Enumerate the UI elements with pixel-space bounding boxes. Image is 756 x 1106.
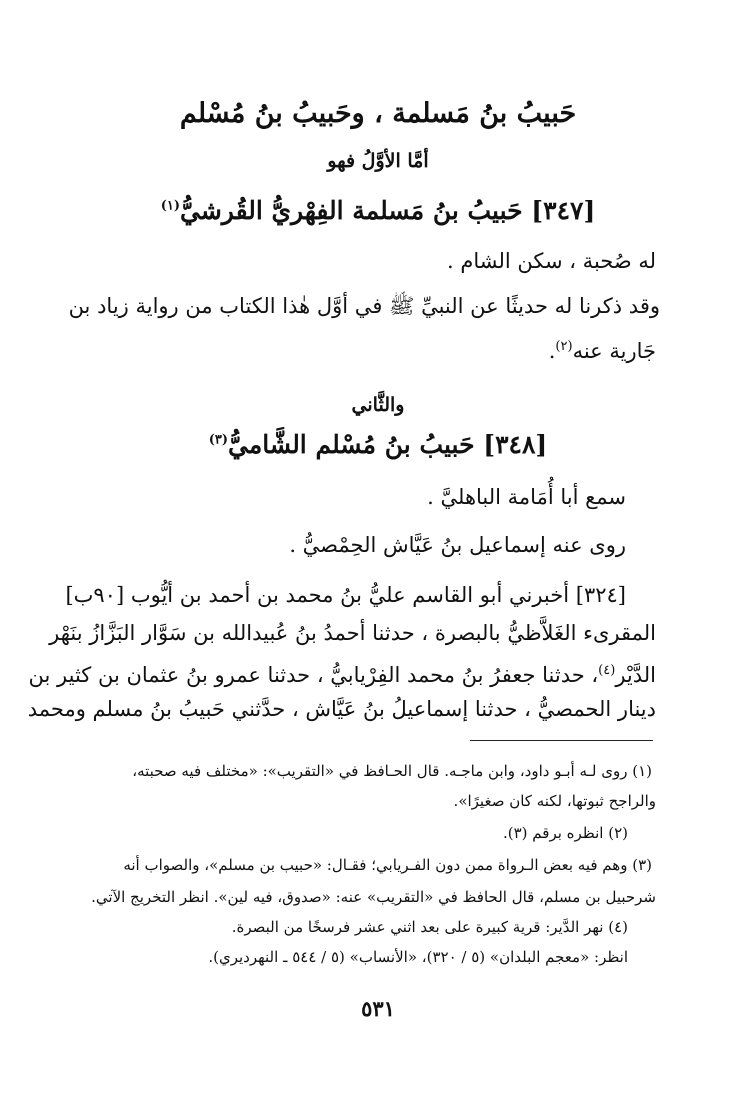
entry-347-line-3: [100, 326, 656, 372]
entry-348-title-text: [٣٤٨] حَبيبُ بنُ مُسْلم الشَّاميُّ: [228, 430, 548, 459]
first-heading: أمَّا الأوَّلُ فهو: [327, 150, 429, 172]
hadith-line-2: المقرىء الغَلاَّظيُّ بالبصرة ، حدثنا أحمدُ بنُ عُبيدالله بن سَوَّار البَزَّازُ بنَهْر: [49, 621, 656, 645]
footnote-separator: [470, 740, 653, 741]
entry-347-line-3-end: .: [548, 339, 556, 363]
entry-347-title: [100, 196, 656, 225]
hadith-line-3-rest: ، حدثنا جعفرُ بنُ محمد الفِرْيابيُّ ، حدثنا عمرو بنُ عثمان بن كثير بن: [28, 663, 599, 687]
page-number: ٥٣١: [361, 996, 395, 1021]
entry-348-line-1: سمع أبا أُمَامة الباهليَّ .: [427, 485, 626, 509]
entry-348-line-2: روى عنه إسماعيل بنُ عَيَّاش الحِمْصيُّ .: [289, 533, 626, 557]
footnote-3-line-1: (٣) وهم فيه بعض الـرواة ممن دون الفـريابي؛ فقـال: «حبيب بن مسلم»، والصواب أنه: [123, 856, 652, 874]
entry-347-line-2: وقد ذكرنا له حديثًا عن النبيِّ ﷺ في أوَّل هٰذا الكتاب من رواية زياد بن: [68, 294, 660, 318]
footnote-1-line-1: (١) روى لـه أبـو داود، وابن ماجـه. قال الحـافظ في «التقريب»: «مختلف فيه صحبته،: [132, 762, 652, 780]
footnote-4-line-2: انظر: «معجم البلدان» (٥ / ٣٢٠)، «الأنساب» (٥ / ٥٤٤ ـ النهرديري).: [208, 948, 628, 966]
page-title: حَبيبُ بنُ مَسلمة ، وحَبيبُ بنُ مُسْلم: [179, 98, 577, 129]
footnote-2: (٢) انظره برقم (٣).: [502, 824, 628, 842]
footnote-marker-3: (٣): [208, 432, 229, 448]
second-heading: والثَّاني: [351, 394, 405, 416]
entry-347-line-3-text: جَارية عنه: [572, 339, 656, 363]
footnote-4-line-1: (٤) نهر الدَّير: قرية كبيرة على بعد اثني عشر فرسخًا من البصرة.: [231, 918, 628, 936]
hadith-line-1: [٣٢٤] أخبرني أبو القاسم عليُّ بنُ محمد بن أحمد بن أيُّوب [٩٠ب]: [65, 583, 626, 607]
footnote-marker-1: (١): [160, 198, 180, 214]
footnote-1-line-2: والراجح ثبوتها، لكنه كان صغيرًا».: [453, 792, 656, 810]
entry-348-title: [100, 430, 656, 459]
hadith-line-3-start: الدَّيْر: [615, 663, 656, 687]
footnote-3-line-2: شرحبيل بن مسلم، قال الحافظ في «التقريب» عنه: «صدوق، فيه لين». انظر التخريج الآتي.: [91, 888, 656, 906]
entry-347-title-text: [٣٤٧] حَبيبُ بنُ مَسلمة الفِهْريُّ القُرشيُّ: [180, 196, 596, 225]
entry-347-line-1: له صُحبة ، سكن الشام .: [446, 249, 656, 273]
footnote-marker-2: (٢): [555, 339, 573, 354]
footnote-marker-4: (٤): [598, 663, 616, 678]
hadith-line-4: دينار الحمصيُّ ، حدثنا إسماعيلُ بنُ عَيَّاش ، حدَّثني حَبيبُ بنُ مسلم ومحمد: [27, 697, 656, 721]
